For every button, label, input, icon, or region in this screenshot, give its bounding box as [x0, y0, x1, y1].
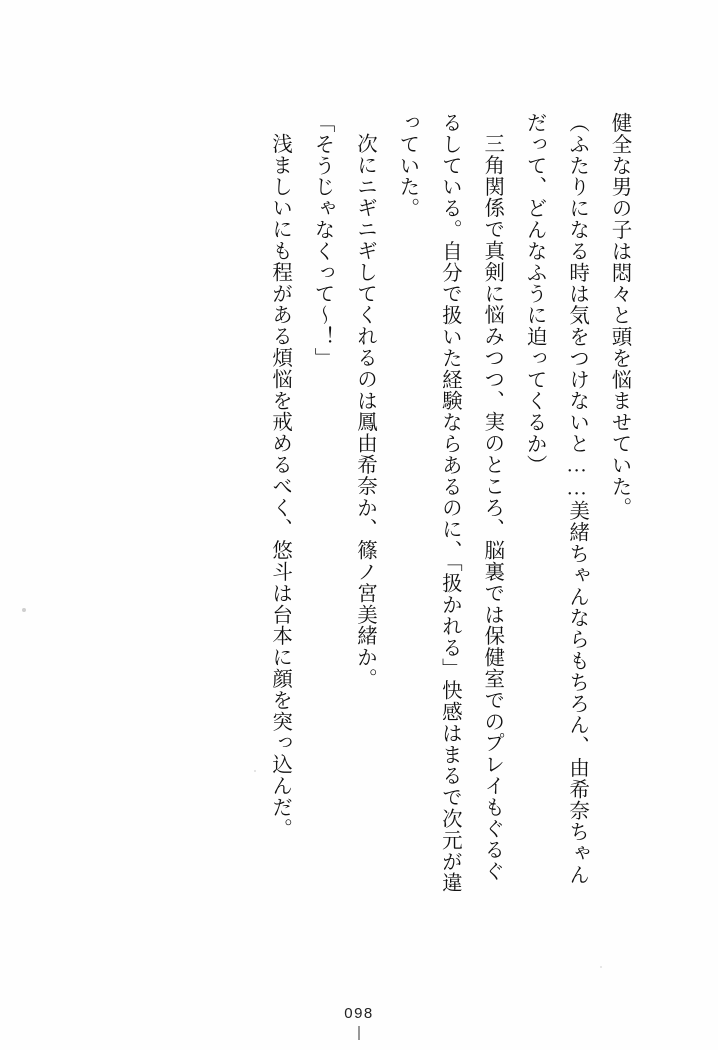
- page-number: 098: [344, 1005, 374, 1022]
- paragraph: （ふたりになる時は気をつけないと……美緒ちゃんならもちろん、由希奈ちゃんだって、どんなふうに迫ってくるか）: [523, 112, 588, 886]
- paragraph: 三角関係で真剣に悩みつつ、実のところ、脳裏では保健室でのプレイもぐるぐるしている。自分で扱いた経験ならあるのに、「扱かれる」快感はまるで次元が違っていた。: [395, 112, 503, 894]
- folio-rule: [359, 1026, 360, 1040]
- vertical-text-body: [258, 112, 640, 902]
- scan-speck-icon: [22, 608, 26, 612]
- scan-speck-icon: [600, 966, 602, 968]
- paragraph: 次にニギニギしてくれるのは鳳由希奈か、篠ノ宮美緒か。: [353, 132, 376, 689]
- scan-speck-icon: [254, 770, 256, 772]
- paragraph: 「そうじゃなくって～！」: [311, 112, 334, 369]
- paragraph: 健全な男の子は悶々と頭を悩ませていた。: [608, 112, 630, 519]
- paragraph: 浅ましいにも程がある煩悩を戒めるべく、悠斗は台本に顔を突っ込んだ。: [268, 132, 291, 839]
